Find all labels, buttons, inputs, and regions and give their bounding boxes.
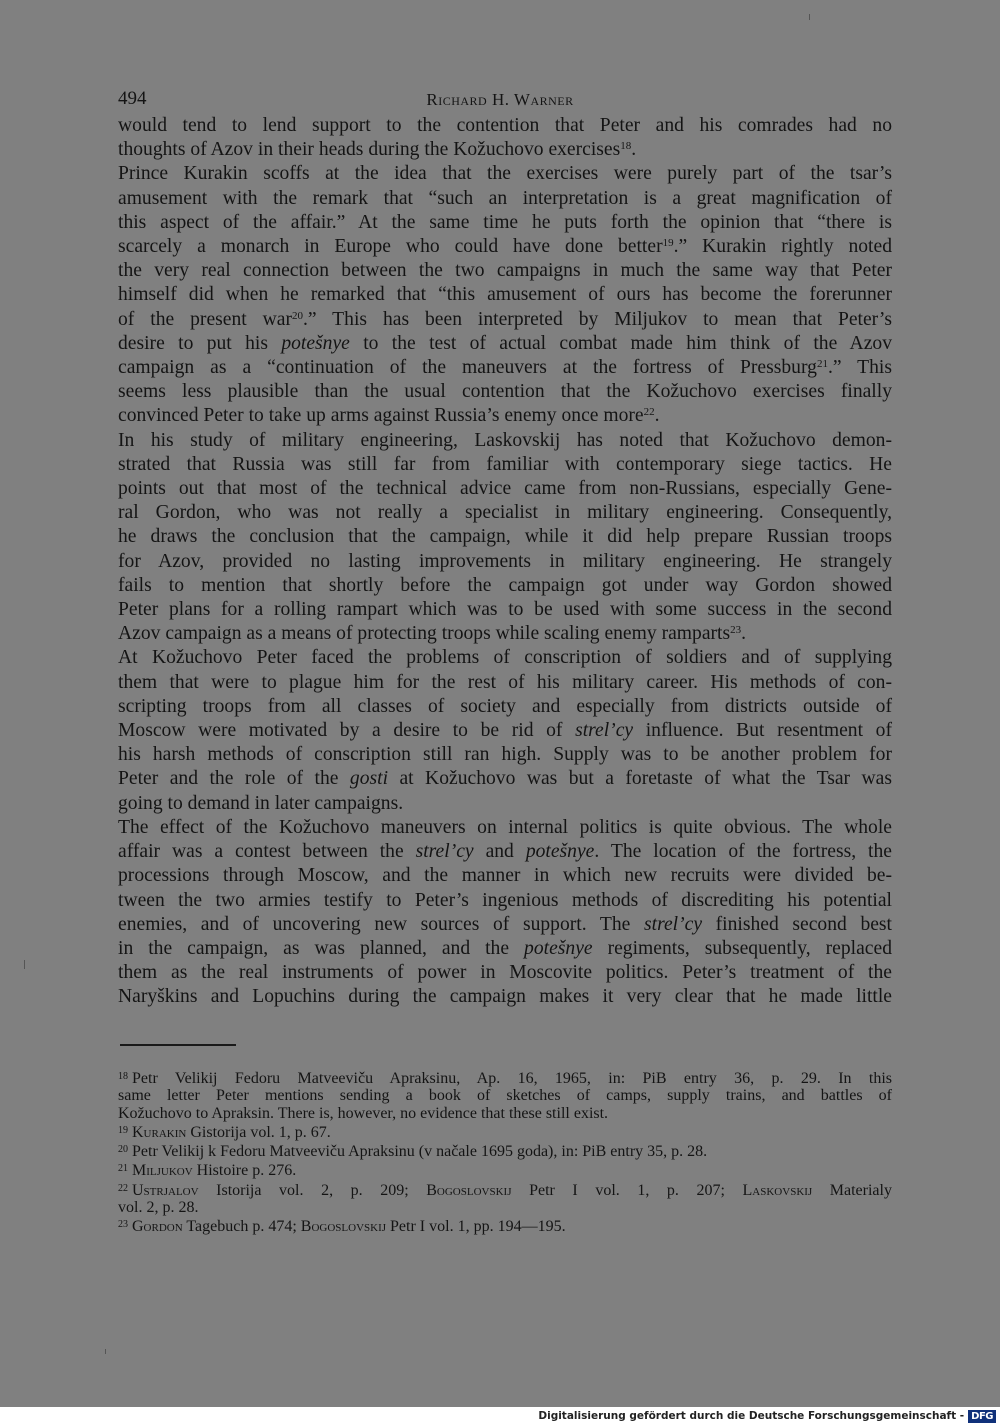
footnotes <box>118 1068 892 1236</box>
italic-term: strel’cy <box>415 841 474 863</box>
text-line <box>118 356 892 380</box>
italic-term: potešnye <box>525 841 595 863</box>
italic-term: gosti <box>349 768 389 790</box>
text-span: Petr Velikij Fedoru Matveeviču Apraksinu, Ap. 16, 1965, in: PiB entry 36, p. 29. In this <box>132 1070 892 1087</box>
footnote-line: Kožuchovo to Apraksin. There is, however, no evidence that these still exist. <box>118 1104 609 1122</box>
text-line: them that were to plague him for the rest of his military career. His methods of con- <box>118 671 892 693</box>
text-span: influence. But resentment of <box>633 720 892 742</box>
text-line <box>118 937 892 961</box>
text-span: of the present war <box>118 308 293 330</box>
footnote-22 <box>118 1180 892 1217</box>
text-line <box>118 235 892 259</box>
footnote-ref[interactable]: 19 <box>662 237 674 250</box>
text-span: .” This <box>827 357 893 379</box>
text-line: this aspect of the affair.” At the same time he puts forth the opinion that “there is <box>118 211 892 233</box>
text-span: .” Kurakin rightly noted <box>673 236 892 258</box>
text-line: Prince Kurakin scoffs at the idea that the exercises were purely part of the tsar’s <box>118 163 892 185</box>
footnote-line <box>118 1141 892 1160</box>
text-span: Materialy <box>812 1181 892 1199</box>
text-line: At Kožuchovo Peter faced the problems of conscription of soldiers and of supplying <box>118 647 892 669</box>
text-span: Histoire p. 276. <box>192 1162 297 1180</box>
text-span: Azov campaign as a means of protecting troops while scaling enemy ramparts <box>118 623 731 645</box>
text-span: Moscow were motivated by a desire to be rid of <box>118 720 576 742</box>
paragraph <box>118 816 892 1010</box>
text-span: at Kožuchovo was but a foretaste of what the Tsar was <box>388 768 892 790</box>
footnote-line <box>118 1180 892 1199</box>
text-span: in the campaign, as was planned, and the <box>118 937 525 959</box>
text-span: . The location of the fortress, the <box>594 841 892 863</box>
footnote-line <box>118 1160 892 1179</box>
text-line: seems less plausible than the usual contention that the Kožuchovo exercises finally <box>118 381 892 403</box>
text-line: would tend to lend support to the contention that Peter and his comrades had no <box>118 115 892 136</box>
cited-author: Ustrjalov <box>132 1181 199 1199</box>
text-line: them as the real instruments of power in Moscovite politics. Peter’s treatment of the <box>118 962 892 984</box>
footnote-number: 19 <box>118 1124 128 1136</box>
footnote-20 <box>118 1141 892 1160</box>
text-line: ral Gordon, who was not really a specialist in military engineering. Consequently, <box>118 502 892 524</box>
paragraph <box>118 429 892 647</box>
footnote-ref[interactable]: 22 <box>643 406 655 419</box>
text-span: Istorija vol. 2, p. 209; <box>198 1181 427 1199</box>
text-line: going to demand in later campaigns. <box>118 792 404 814</box>
text-span: to the test of actual combat made him think of the Azov <box>349 332 892 354</box>
italic-term: potešnye <box>524 937 593 959</box>
text-span: affair was a contest between the <box>118 841 416 863</box>
text-span: and <box>473 841 526 863</box>
body-text <box>118 114 892 1010</box>
footnote-ref[interactable]: 23 <box>730 624 742 637</box>
text-span: . <box>654 405 660 427</box>
paragraph <box>118 162 892 428</box>
text-line: points out that most of the technical advice came from non-Russians, especially Gene- <box>118 478 892 500</box>
footnote-21 <box>118 1160 892 1179</box>
cited-author: Miljukov <box>132 1162 193 1180</box>
footnote-line: vol. 2, p. 28. <box>118 1199 199 1217</box>
text-line <box>118 332 892 356</box>
footnote-number: 22 <box>118 1182 128 1194</box>
cited-author: Gordon <box>132 1218 183 1236</box>
cited-author: Bogoslovskij <box>300 1218 387 1236</box>
text-line: tween the two armies testify to Peter’s ingenious methods of discrediting his potential <box>118 889 892 911</box>
text-span: scarcely a monarch in Europe who could have done better <box>118 236 663 258</box>
text-line: Naryškins and Lopuchins during the campaign makes it very clear that he made little <box>118 986 892 1008</box>
paragraph <box>118 114 892 162</box>
text-line: strated that Russia was still far from familiar with contemporary siege tactics. He <box>118 453 892 475</box>
text-span: Petr Velikij k Fedoru Matveeviču Apraksinu (v načale 1695 goda), in: PiB entry 35, p. 28. <box>132 1143 708 1161</box>
text-span: . <box>631 139 637 161</box>
italic-term: strel’cy <box>644 913 703 935</box>
text-span: Peter and the role of the <box>118 768 350 790</box>
footnote-ref[interactable]: 18 <box>620 140 632 153</box>
footnote-19 <box>118 1122 892 1141</box>
dfg-logo[interactable]: DFG <box>968 1410 996 1423</box>
text-line <box>118 913 892 937</box>
page-number: 494 <box>118 88 147 109</box>
cited-author: Laskovskij <box>742 1181 813 1199</box>
text-span: regiments, subsequently, replaced <box>592 937 893 959</box>
scan-speck <box>809 14 810 20</box>
text-span: .” This has been interpreted by Miljukov to mean that Peter’s <box>303 308 892 330</box>
text-line: for Azov, provided no lasting improvements in military engineering. He strangely <box>118 550 892 572</box>
text-span: enemies, and of uncovering new sources of support. The <box>118 913 644 935</box>
italic-term: strel’cy <box>575 720 634 742</box>
text-line: processions through Moscow, and the manner in which new recruits were divided be- <box>118 865 892 887</box>
text-line: scripting troops from all classes of society and especially from districts outside of <box>118 695 892 717</box>
text-span: Petr I vol. 1, p. 207; <box>511 1181 743 1199</box>
text-span: finished second best <box>702 913 893 935</box>
text-span: convinced Peter to take up arms against Russia’s enemy once more <box>118 405 644 427</box>
text-line <box>118 138 892 162</box>
footnote-line <box>118 1216 892 1235</box>
text-line <box>118 840 892 864</box>
running-head-author: Richard H. Warner <box>426 90 574 109</box>
text-line <box>118 308 892 332</box>
text-line: The effect of the Kožuchovo maneuvers on internal politics is quite obvious. The whole <box>118 816 892 838</box>
text-line: fails to mention that shortly before the campaign got under way Gordon showed <box>118 574 892 596</box>
italic-term: potešnye <box>281 332 350 354</box>
text-span: Tagebuch p. 474; <box>182 1218 301 1236</box>
paragraph <box>118 646 892 815</box>
text-line <box>118 622 892 646</box>
text-line: his harsh methods of conscription still ran high. Supply was to be another problem for <box>118 744 892 766</box>
cited-author: Kurakin <box>132 1123 187 1141</box>
text-line: he draws the conclusion that the campaign, while it did help prepare Russian troops <box>118 526 892 548</box>
footnote-divider <box>120 1044 236 1046</box>
text-line <box>118 404 892 428</box>
footnote-ref[interactable]: 20 <box>292 309 304 322</box>
footnote-23 <box>118 1216 892 1235</box>
text-span: campaign as a “continuation of the maneuvers at the fortress of Pressburg <box>118 357 817 379</box>
credit-text: Digitalisierung gefördert durch die Deutsche Forschungsgemeinschaft - <box>538 1410 965 1422</box>
text-span: . <box>741 623 747 645</box>
scan-speck <box>24 960 25 969</box>
text-span: Gistorija vol. 1, p. 67. <box>186 1123 331 1141</box>
footnote-number: 20 <box>118 1144 128 1156</box>
footnote-number: 23 <box>118 1219 128 1231</box>
footnote-line <box>118 1122 892 1141</box>
footnote-number: 21 <box>118 1163 128 1175</box>
digitization-credit <box>538 1407 996 1425</box>
cited-author: Bogoslovskij <box>426 1181 512 1199</box>
text-span: Petr I vol. 1, pp. 194—195. <box>386 1218 566 1236</box>
text-line: In his study of military engineering, Laskovskij has noted that Kožuchovo demon- <box>118 429 892 451</box>
scan-speck <box>105 1349 106 1354</box>
footnote-line: same letter Peter mentions sending a book of sketches of camps, supply trains, and battles of <box>118 1087 892 1105</box>
footnote-number: 18 <box>118 1071 128 1082</box>
footnote-ref[interactable]: 21 <box>816 358 828 371</box>
text-line <box>118 767 892 791</box>
running-head <box>0 88 1000 114</box>
text-span: thoughts of Azov in their heads during the Kožuchovo exercises <box>118 139 621 161</box>
text-line: the very real connection between the two campaigns in much the same way that Peter <box>118 260 892 282</box>
text-line: amusement with the remark that “such an interpretation is a great magnification of <box>118 187 892 209</box>
text-line <box>118 719 892 743</box>
text-line: Peter plans for a rolling rampart which was to be used with some success in the second <box>118 599 892 621</box>
text-span: desire to put his <box>118 332 282 354</box>
footnote-18 <box>118 1068 892 1122</box>
text-line: himself did when he remarked that “this amusement of ours has become the forerunner <box>118 284 892 306</box>
footnote-line <box>118 1068 892 1087</box>
